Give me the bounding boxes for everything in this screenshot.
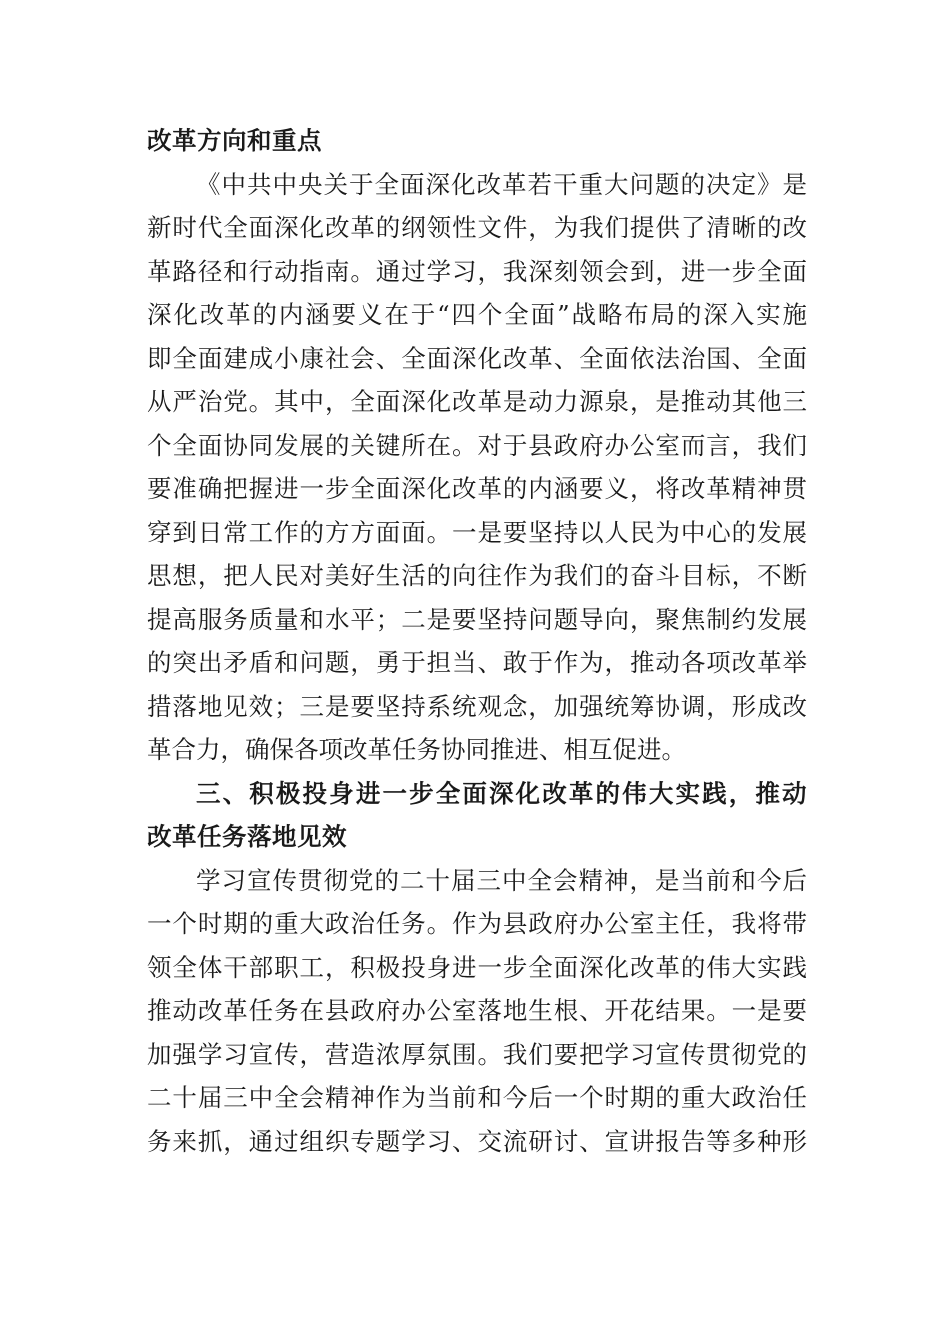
- paragraph-line: 穿到日常工作的方方面面。一是要坚持以人民为中心的发展: [147, 517, 807, 547]
- document-body: [147, 119, 807, 1163]
- paragraph-line: 即全面建成小康社会、全面深化改革、全面依法治国、全面: [147, 343, 807, 373]
- paragraph-line: 提高服务质量和水平；二是要坚持问题导向，聚焦制约发展: [147, 604, 807, 634]
- paragraph-line: 《中共中央关于全面深化改革若干重大问题的决定》是: [196, 169, 807, 199]
- paragraph-line: 深化改革的内涵要义在于“四个全面”战略布局的深入实施: [147, 300, 807, 329]
- paragraph-line: 个全面协同发展的关键所在。对于县政府办公室而言，我们: [147, 430, 807, 460]
- paragraph-line: 措落地见效；三是要坚持系统观念，加强统筹协调，形成改: [147, 691, 807, 721]
- section-three-heading-cont: 改革任务落地见效: [147, 822, 347, 851]
- paragraph-line: 思想，把人民对美好生活的向往作为我们的奋斗目标，不断: [147, 561, 807, 590]
- paragraph-line: 革路径和行动指南。通过学习，我深刻领会到，进一步全面: [147, 256, 807, 286]
- paragraph-line: 二十届三中全会精神作为当前和今后一个时期的重大政治任: [147, 1083, 807, 1112]
- paragraph-line-last: 革合力，确保各项改革任务协同推进、相互促进。: [147, 735, 686, 764]
- paragraph-line: 领全体干部职工，积极投身进一步全面深化改革的伟大实践: [147, 952, 807, 982]
- section-two-heading-tail: 改革方向和重点: [147, 126, 322, 155]
- paragraph-line: 推动改革任务在县政府办公室落地生根、开花结果。一是要: [147, 996, 807, 1025]
- paragraph-line: 务来抓，通过组织专题学习、交流研讨、宣讲报告等多种形: [147, 1126, 807, 1156]
- paragraph-line: 的突出矛盾和问题，勇于担当、敢于作为，推动各项改革举: [147, 648, 807, 677]
- paragraph-line: 加强学习宣传，营造浓厚氛围。我们要把学习宣传贯彻党的: [147, 1039, 807, 1069]
- section-three-heading: 三、积极投身进一步全面深化改革的伟大实践，推动: [196, 778, 807, 808]
- paragraph-line: 一个时期的重大政治任务。作为县政府办公室主任，我将带: [147, 909, 807, 938]
- paragraph-line: 要准确把握进一步全面深化改革的内涵要义，将改革精神贯: [147, 474, 807, 503]
- paragraph-line: 从严治党。其中，全面深化改革是动力源泉，是推动其他三: [147, 387, 807, 416]
- paragraph-line: 新时代全面深化改革的纲领性文件，为我们提供了清晰的改: [147, 213, 807, 242]
- paragraph-line: 学习宣传贯彻党的二十届三中全会精神，是当前和今后: [196, 865, 807, 895]
